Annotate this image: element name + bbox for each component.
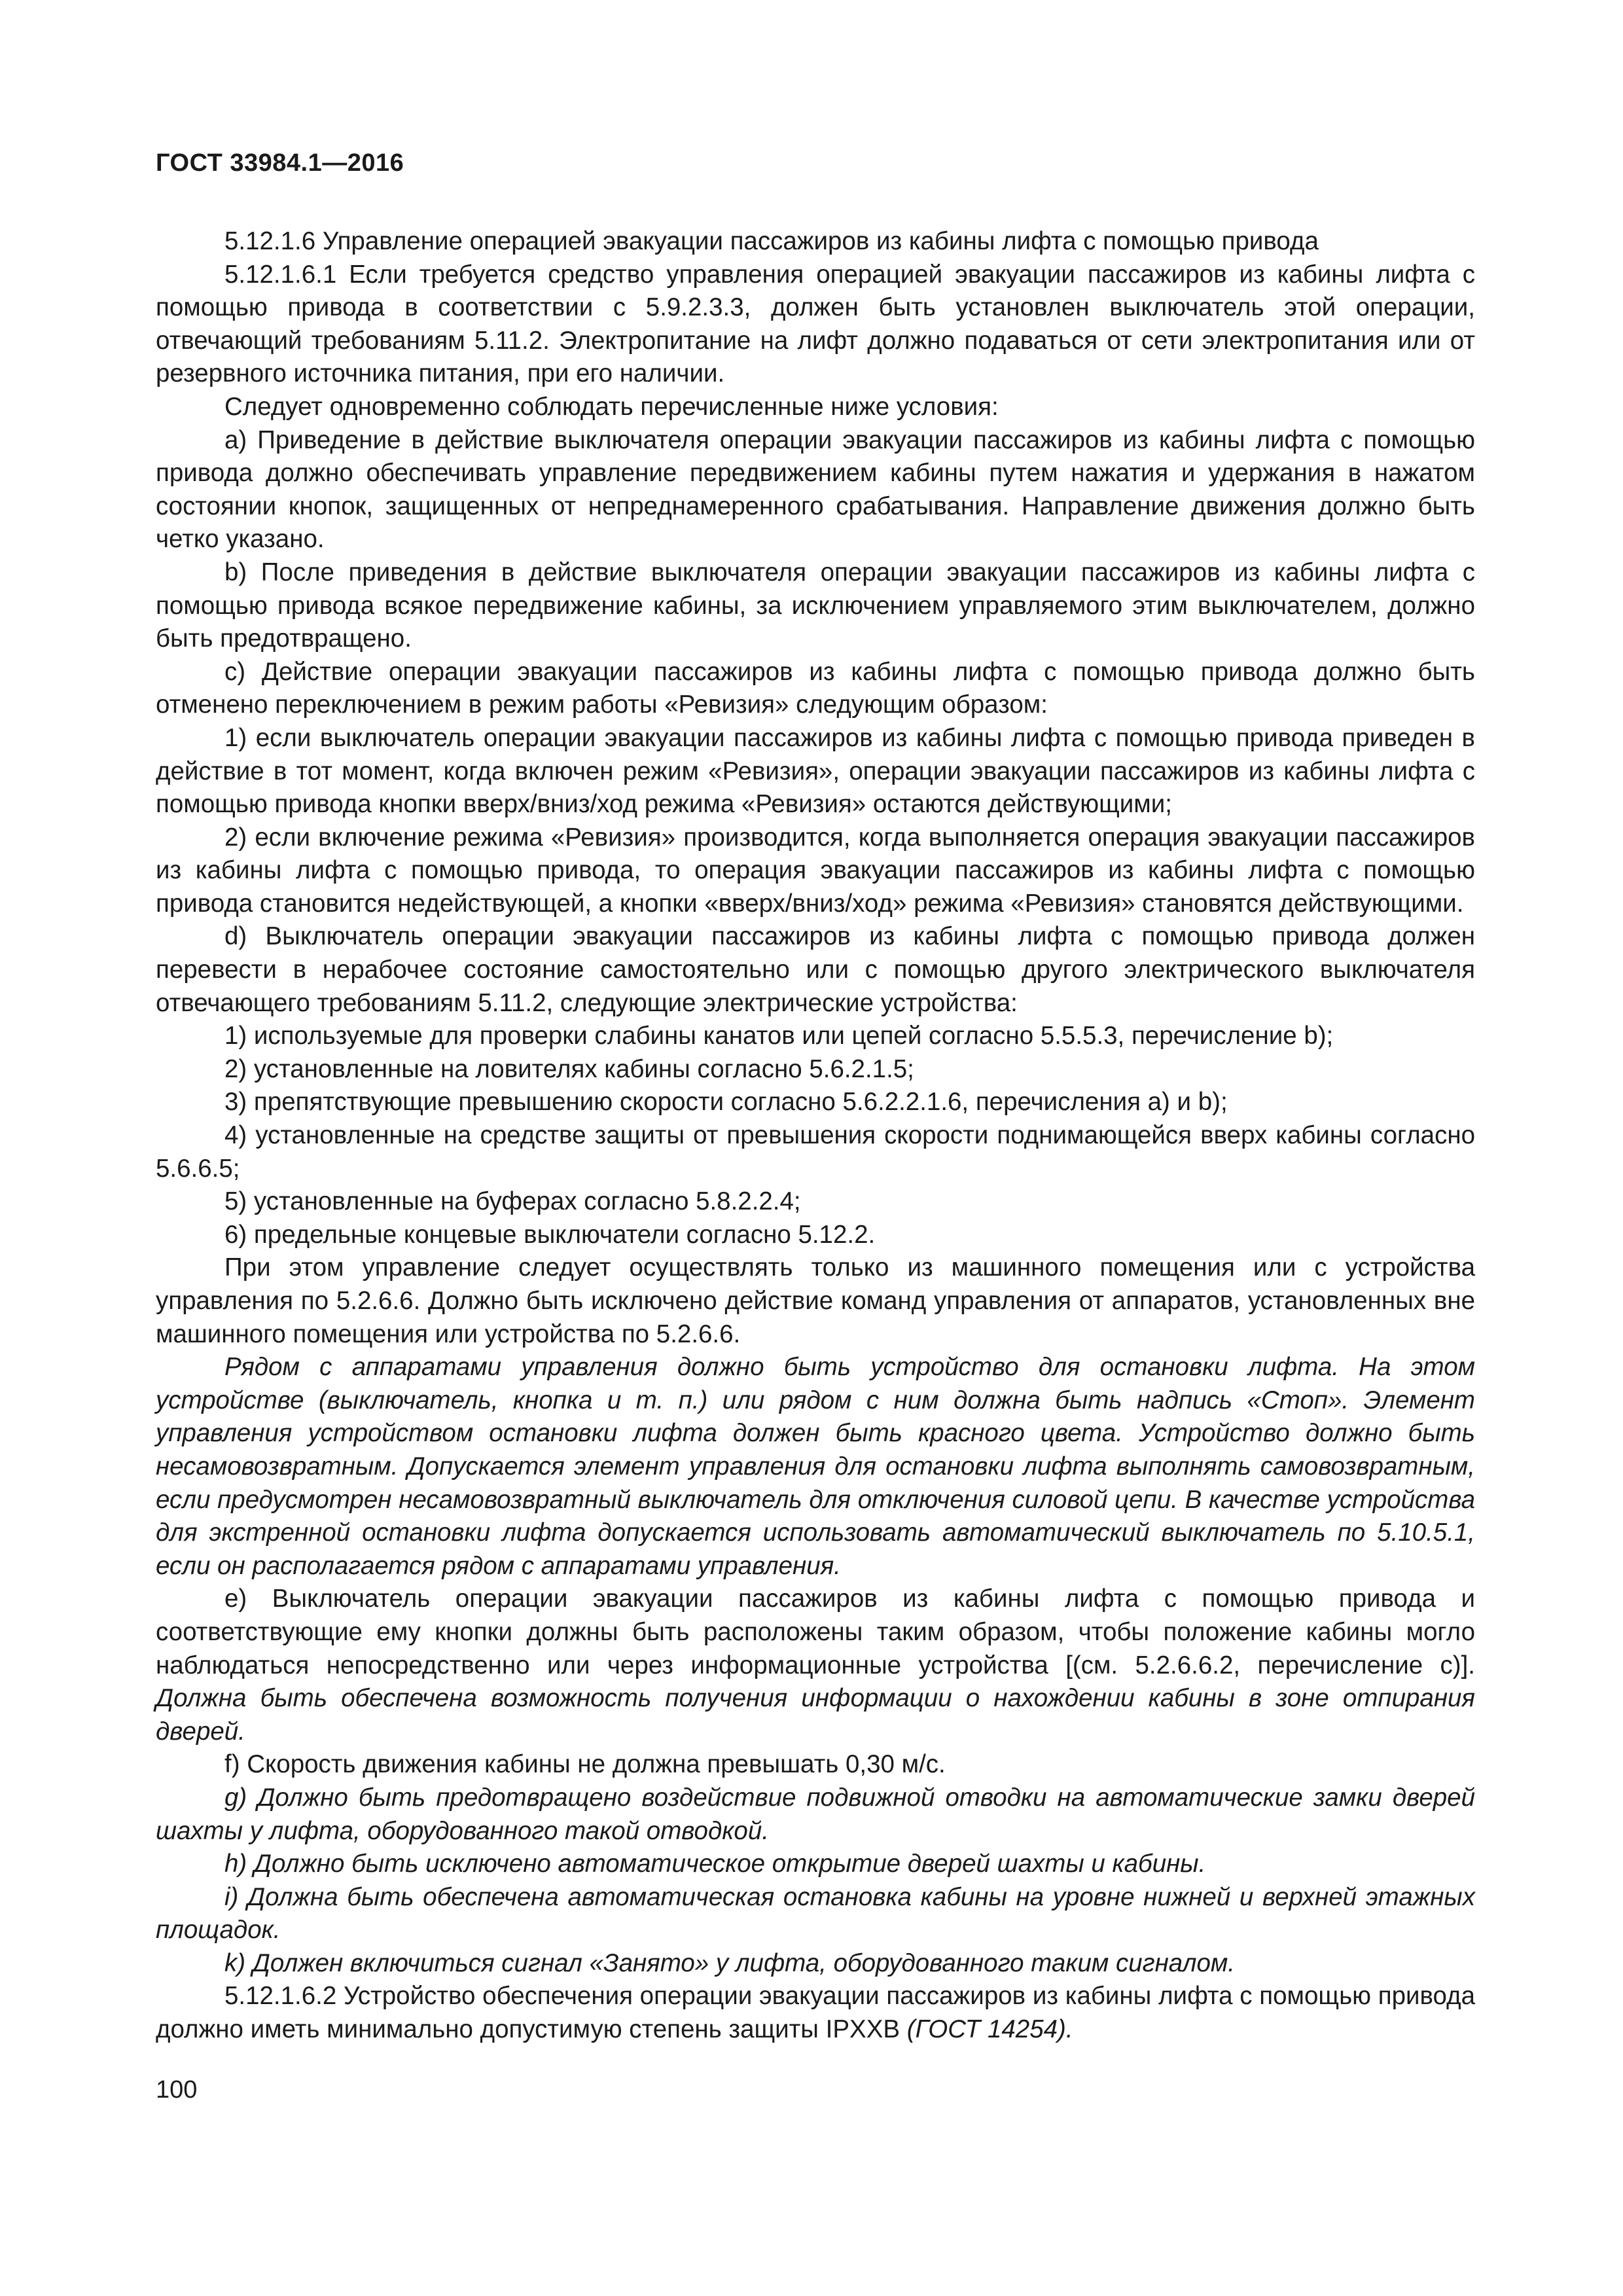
item-d: d) Выключатель операции эвакуации пассажиров из кабины лифта с помощью привода должен перевести в нерабочее состояние самостоятельно или с помощью другого электрического выключателя отвечающего требованиям 5.11.2, следующие электрические устройства: bbox=[156, 922, 1475, 1017]
item-d-6: 6) предельные концевые выключатели согласно 5.12.2. bbox=[224, 1220, 876, 1249]
clause-5-12-1-6-1: 5.12.1.6.1 Если требуется средство управления операцией эвакуации пассажиров из кабины лифта с помощью привода в соответствии с 5.9.2.3.3, должен быть установлен выключатель этой операции, отвечающий требованиям 5.11.2. Электропитание на лифт должно подаваться от сети электропитания или от резервного источника питания, при его наличии. bbox=[156, 260, 1475, 388]
item-e-note: Должна быть обеспечена возможность получения информации о нахождении кабины в зоне отпирания дверей. bbox=[156, 1684, 1475, 1746]
standard-reference: (ГОСТ 14254). bbox=[906, 2015, 1073, 2044]
control-location-note: При этом управление следует осуществлять только из машинного помещения или с устройства управления по 5.2.6.6. Должно быть исключено действие команд управления от аппаратов, установленных вне машинного помещения или устройства по 5.2.6.6. bbox=[156, 1253, 1475, 1348]
item-d-5: 5) установленные на буферах согласно 5.8.2.2.4; bbox=[224, 1187, 801, 1216]
item-e-text: e) Выключатель операции эвакуации пассажиров из кабины лифта с помощью привода и соответствующие ему кнопки должны быть расположены таким образом, чтобы положение кабины могло наблюдаться непосредственно или через информационные устройства [(см. 5.2.6.6.2, перечисление с)]. bbox=[156, 1585, 1475, 1679]
conditions-intro: Следует одновременно соблюдать перечисленные ниже условия: bbox=[224, 392, 999, 421]
clause-5-12-1-6: 5.12.1.6 Управление операцией эвакуации пассажиров из кабины лифта с помощью привода bbox=[224, 227, 1319, 255]
item-f: f) Скорость движения кабины не должна превышать 0,30 м/с. bbox=[224, 1750, 946, 1779]
item-c-2: 2) если включение режима «Ревизия» производится, когда выполняется операция эвакуации пассажиров из кабины лифта с помощью привода, то операция эвакуации пассажиров из кабины лифта с помощью привода становится недействующей, а кнопки «вверх/вниз/ход» режима «Ревизия» становятся действующими. bbox=[156, 823, 1475, 918]
document-header: ГОСТ 33984.1—2016 bbox=[156, 149, 404, 177]
item-k: k) Должен включиться сигнал «Занято» у лифта, оборудованного таким сигналом. bbox=[224, 1948, 1236, 1977]
item-e bbox=[156, 1583, 1475, 1748]
item-b: b) После приведения в действие выключателя операции эвакуации пассажиров из кабины лифта с помощью привода всякое передвижение кабины, за исключением управляемого этим выключателем, должно быть предотвращено. bbox=[156, 558, 1475, 653]
item-c: c) Действие операции эвакуации пассажиров из кабины лифта с помощью привода должно быть отменено переключением в режим работы «Ревизия» следующим образом: bbox=[156, 657, 1475, 719]
item-i: i) Должна быть обеспечена автоматическая остановка кабины на уровне нижней и верхней этажных площадок. bbox=[156, 1882, 1475, 1945]
item-g: g) Должно быть предотвращено воздействие подвижной отводки на автоматические замки дверей шахты у лифта, оборудованного такой отводкой. bbox=[156, 1783, 1475, 1845]
page-number: 100 bbox=[156, 2076, 198, 2104]
item-d-4: 4) установленные на средстве защиты от превышения скорости поднимающейся вверх кабины согласно 5.6.6.5; bbox=[156, 1121, 1475, 1183]
stop-device-note: Рядом с аппаратами управления должно быть устройство для остановки лифта. На этом устройстве (выключатель, кнопка и т. п.) или рядом с ним должна быть надпись «Стоп». Элемент управления устройством остановки лифта должен быть красного цвета. Устройство должно быть несамовозвратным. Допускается элемент управления для остановки лифта выполнять самовозвратным, если предусмотрен несамовозвратный выключатель для отключения силовой цепи. В качестве устройства для экстренной остановки лифта допускается использовать автоматический выключатель по 5.10.5.1, если он располагается рядом с аппаратами управления. bbox=[156, 1353, 1475, 1580]
document-body bbox=[156, 225, 1475, 2047]
item-d-1: 1) используемые для проверки слабины канатов или цепей согласно 5.5.5.3, перечисление b); bbox=[224, 1022, 1334, 1050]
item-d-2: 2) установленные на ловителях кабины согласно 5.6.2.1.5; bbox=[224, 1054, 914, 1083]
item-c-1: 1) если выключатель операции эвакуации пассажиров из кабины лифта с помощью привода приведен в действие в тот момент, когда включен режим «Ревизия», операции эвакуации пассажиров из кабины лифта с помощью привода кнопки вверх/вниз/ход режима «Ревизия» остаются действующими; bbox=[156, 723, 1475, 819]
clause-5-12-1-6-2-text: 5.12.1.6.2 Устройство обеспечения операции эвакуации пассажиров из кабины лифта с помощью привода должно иметь минимально допустимую степень защиты IPXXB bbox=[156, 1982, 1475, 2044]
item-h: h) Должно быть исключено автоматическое открытие дверей шахты и кабины. bbox=[224, 1850, 1206, 1878]
clause-5-12-1-6-2 bbox=[156, 1980, 1475, 2046]
item-a: a) Приведение в действие выключателя операции эвакуации пассажиров из кабины лифта с помощью привода должно обеспечивать управление передвижением кабины путем нажатия и удержания в нажатом состоянии кнопок, защищенных от непреднамеренного срабатывания. Направление движения должно быть четко указано. bbox=[156, 425, 1475, 554]
item-d-3: 3) препятствующие превышению скорости согласно 5.6.2.2.1.6, перечисления а) и b); bbox=[224, 1088, 1228, 1117]
